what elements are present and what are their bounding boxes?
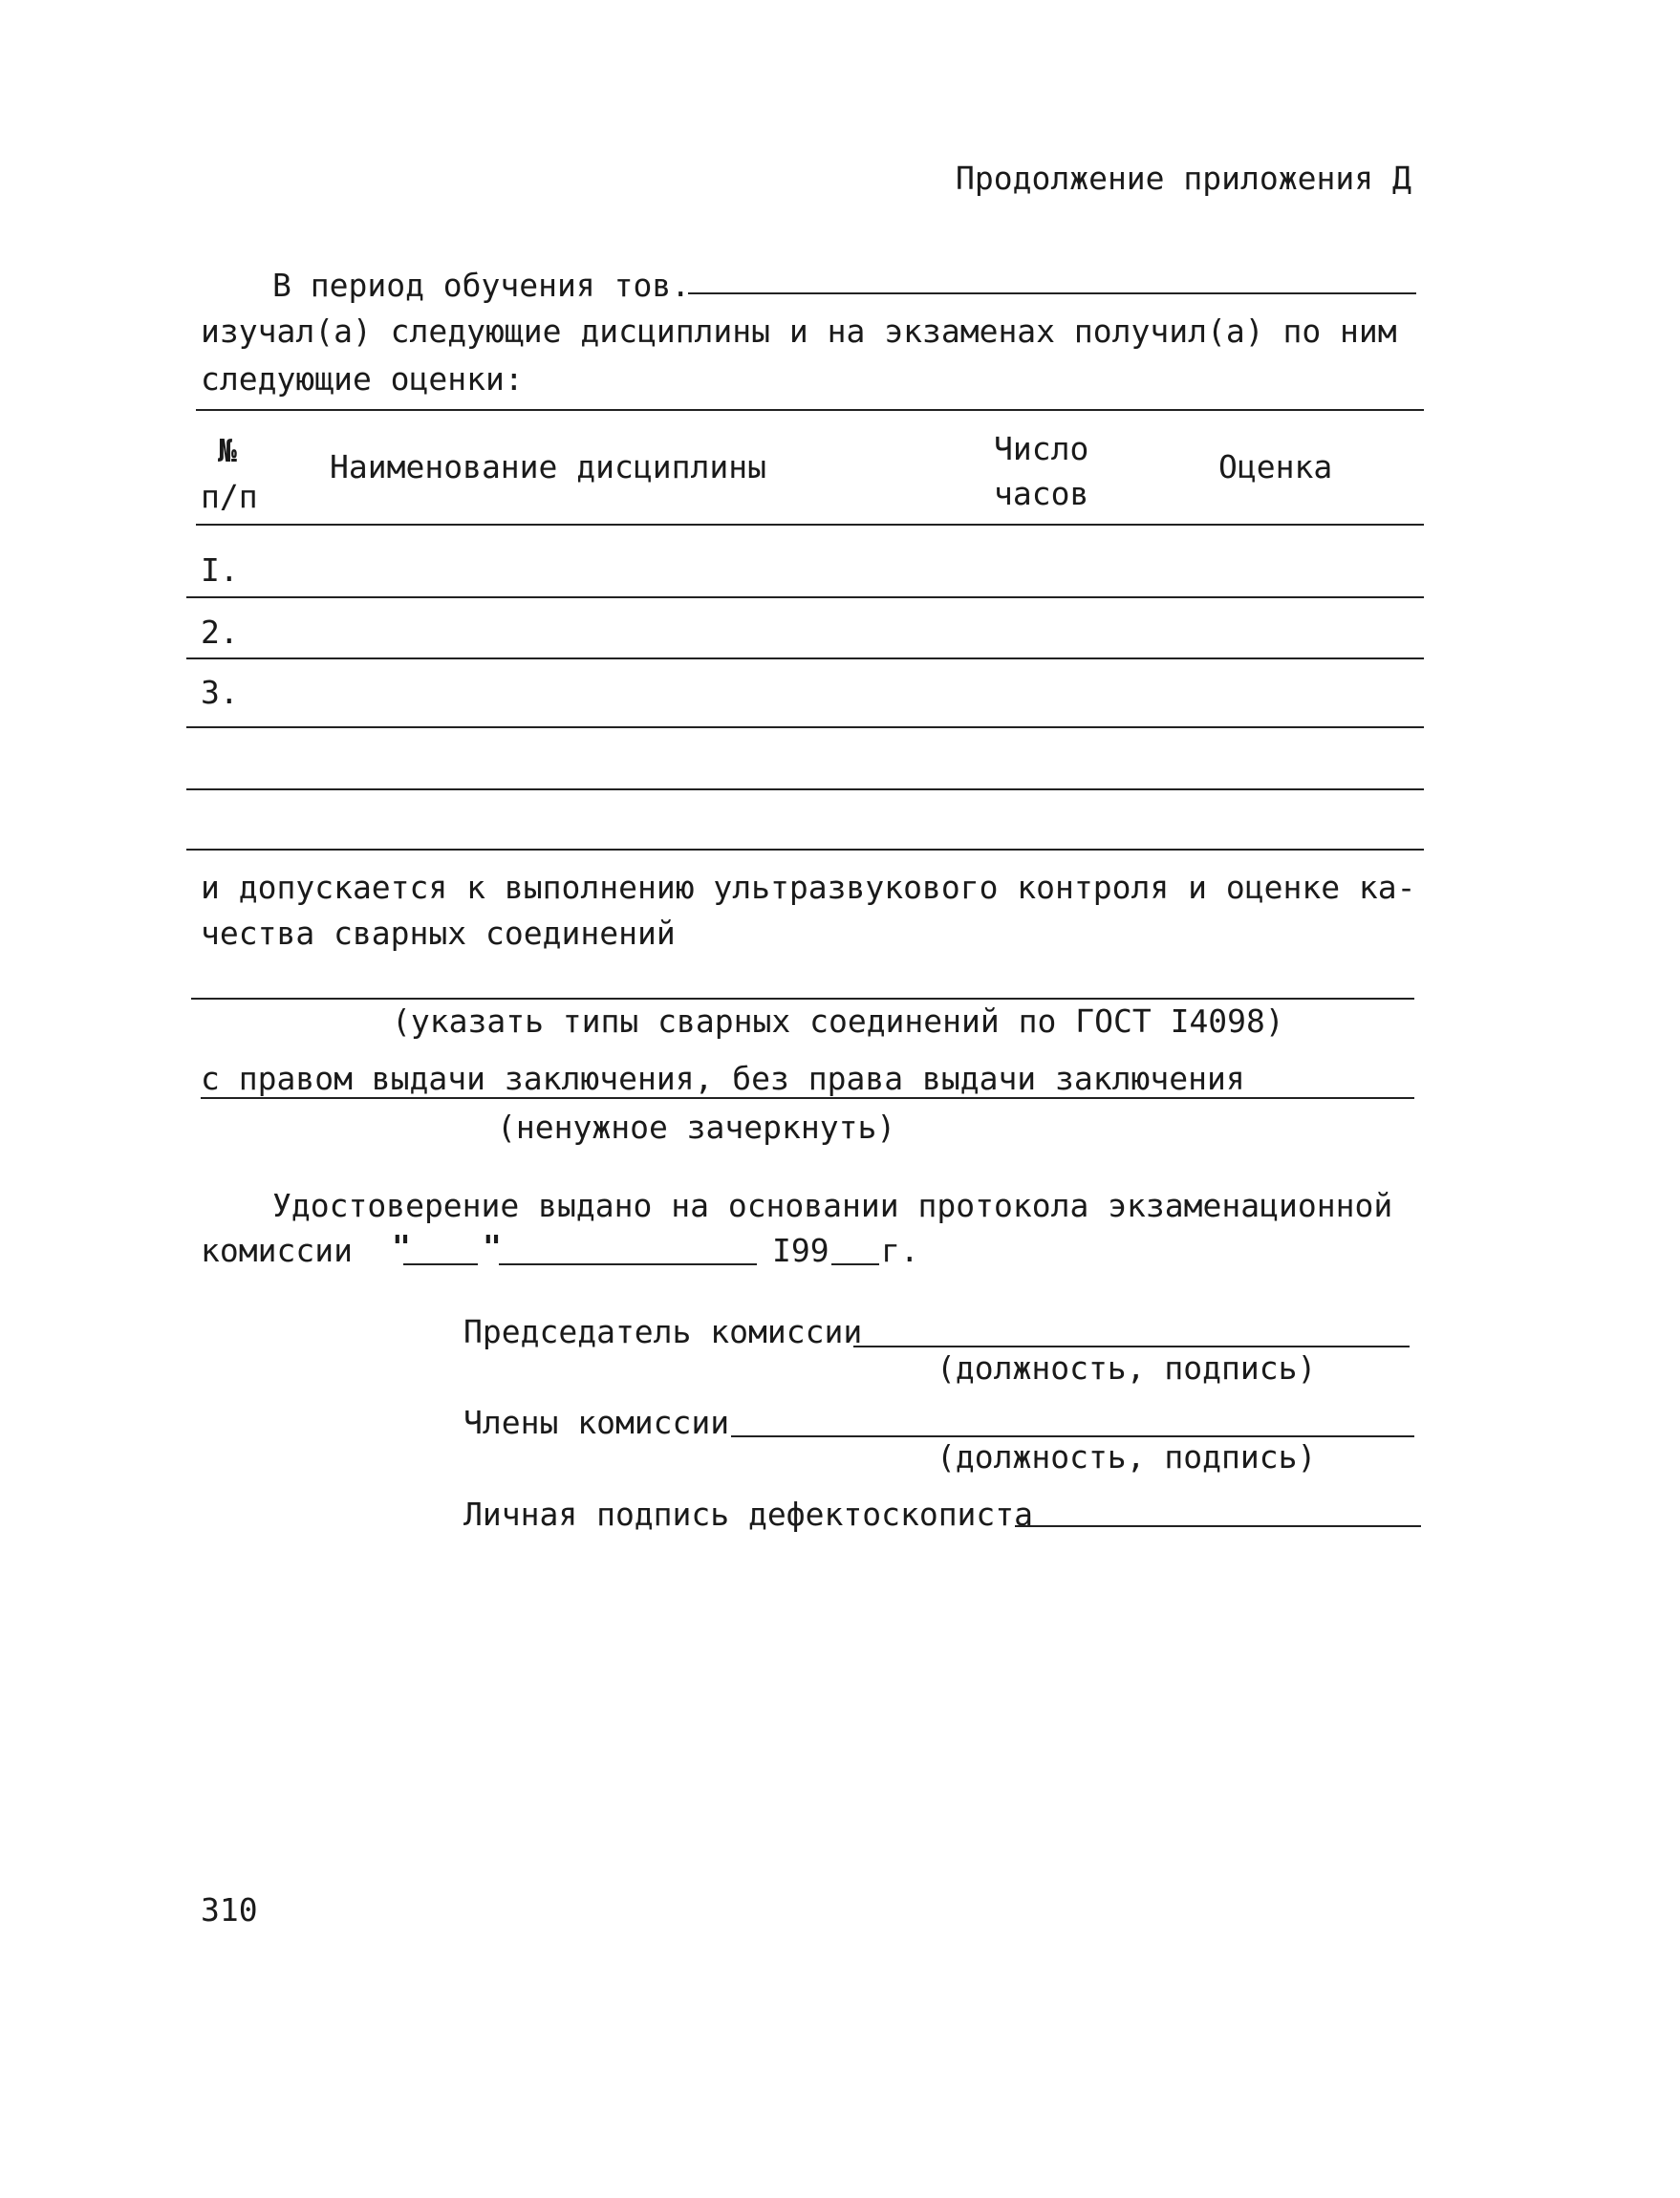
table-header-discipline: Наименование дисциплины xyxy=(330,448,766,485)
rights-options[interactable]: с правом выдачи заключения, без права выдачи заключения xyxy=(201,1060,1245,1097)
weld-types-hint: (указать типы сварных соединений по ГОСТ I4098) xyxy=(392,1002,1284,1040)
table-bottom-rule xyxy=(186,849,1424,851)
personal-signature-field[interactable] xyxy=(1015,1525,1421,1527)
table-row-3-number: 3. xyxy=(201,674,239,711)
intro-line-2: изучал(а) следующие дисциплины и на экзаменах получил(а) по ним xyxy=(201,312,1397,350)
table-header-hours-sub: часов xyxy=(994,475,1089,512)
rights-line-extension xyxy=(1242,1097,1414,1099)
date-month-field[interactable] xyxy=(499,1263,757,1265)
table-row-rule xyxy=(186,657,1424,659)
intro-line-3: следующие оценки: xyxy=(201,360,524,398)
chairman-signature-hint: (должность, подпись) xyxy=(937,1349,1317,1387)
date-day-field[interactable] xyxy=(403,1263,478,1265)
intro-line-1: В период обучения тов. xyxy=(272,267,691,304)
table-row-2-number: 2. xyxy=(201,614,239,651)
trainee-name-field[interactable] xyxy=(688,292,1416,294)
certificate-line-1: Удостоверение выдано на основании протокола экзаменационной xyxy=(272,1187,1393,1224)
date-quote-open: " xyxy=(392,1228,411,1265)
members-label: Члены комиссии xyxy=(463,1404,730,1441)
table-header-grade: Оценка xyxy=(1218,448,1333,485)
chairman-signature-field[interactable] xyxy=(853,1346,1410,1347)
table-header-number-sub: п/п xyxy=(201,478,258,515)
table-row-rule xyxy=(186,596,1424,598)
commission-label: комиссии xyxy=(201,1232,353,1269)
members-signature-hint: (должность, подпись) xyxy=(937,1438,1317,1476)
appendix-continuation-header: Продолжение приложения Д xyxy=(956,160,1411,197)
table-row-rule xyxy=(186,788,1424,790)
weld-types-field[interactable] xyxy=(191,998,1414,1000)
date-year-prefix: I99 xyxy=(772,1232,829,1269)
admission-line-1: и допускается к выполнению ультразвукового контроля и оценке ка- xyxy=(201,869,1416,906)
personal-signature-label: Личная подпись дефектоскописта xyxy=(463,1496,1034,1533)
admission-line-2: чества сварных соединений xyxy=(201,915,676,952)
table-header-hours: Число xyxy=(994,430,1089,467)
chairman-label: Председатель комиссии xyxy=(463,1313,863,1350)
table-row-1-number: I. xyxy=(201,551,239,589)
page-number: 310 xyxy=(201,1891,258,1929)
table-top-rule xyxy=(196,409,1424,411)
table-header-rule xyxy=(196,524,1424,526)
table-header-number: № xyxy=(218,432,237,469)
members-signature-field[interactable] xyxy=(731,1435,1414,1437)
date-quote-close: " xyxy=(483,1228,502,1265)
date-year-suffix: г. xyxy=(881,1232,919,1269)
rights-hint: (ненужное зачеркнуть) xyxy=(497,1109,896,1146)
date-year-field[interactable] xyxy=(831,1263,879,1265)
table-row-rule xyxy=(186,726,1424,728)
